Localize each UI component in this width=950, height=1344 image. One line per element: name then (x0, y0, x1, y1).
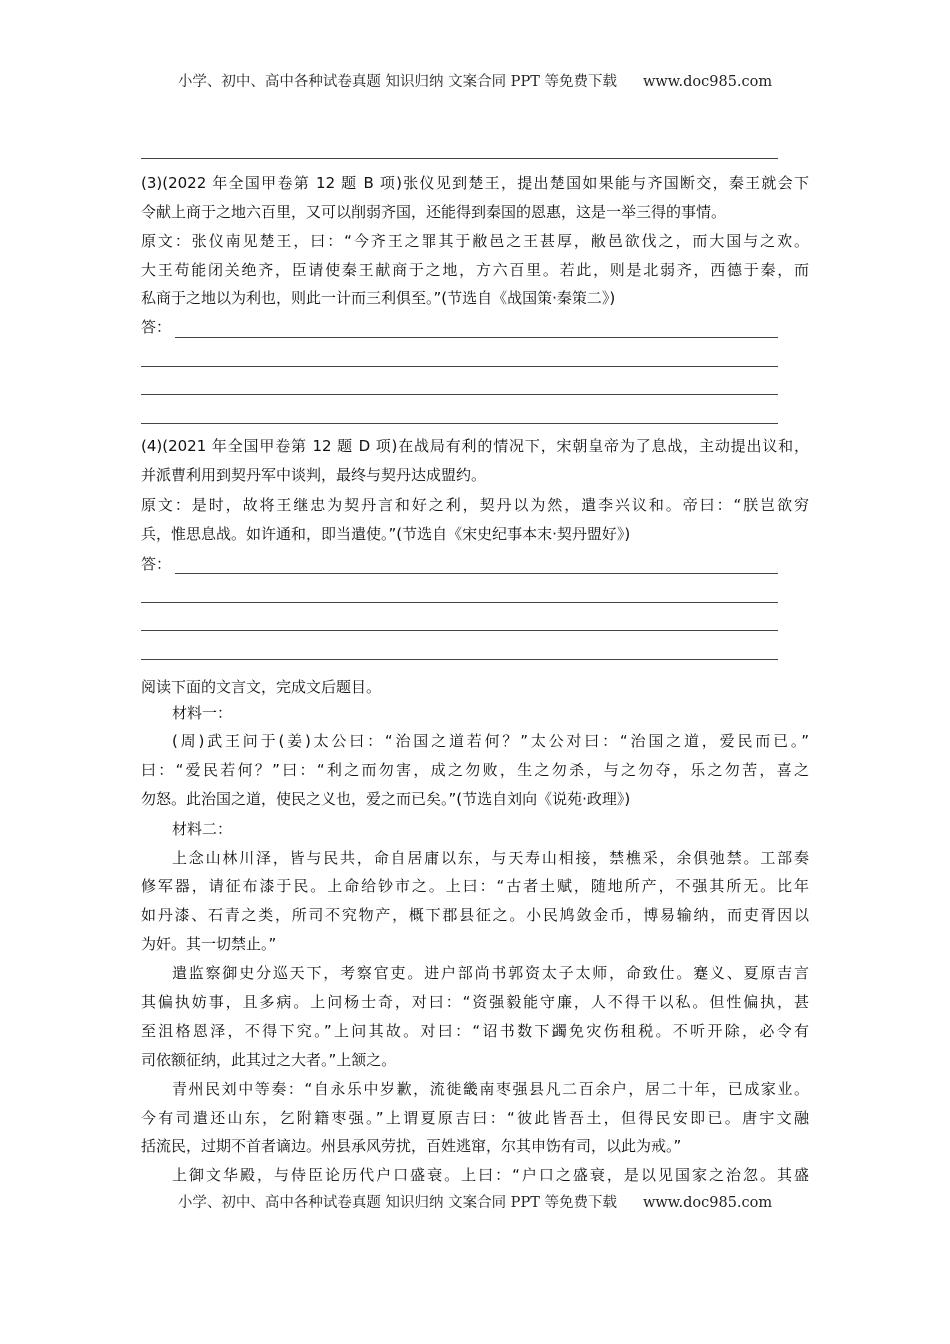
text-line: 并派曹利用到契丹军中谈判，最终与契丹达成盟约。 (141, 466, 487, 484)
answer-line (141, 630, 778, 631)
answer-line (175, 573, 778, 574)
text-line: (4)(2021 年全国甲卷第 12 题 D 项)在战局有利的情况下，宋朝皇帝为了息战，主动提出议和， (141, 437, 809, 455)
text-line: 如丹漆、石青之类，所司不究物产，概下郡县征之。小民鸠敛金币，博易输纳，而吏胥因以 (141, 906, 809, 924)
text-line: 材料二： (172, 820, 233, 838)
text-line: 勿怒。此治国之道，使民之义也，爱之而已矣。”(节选自刘向《说苑·政理》) (141, 790, 631, 808)
header-text: 小学、初中、高中各种试卷真题 知识归纳 文案合同 PPT 等免费下载 (177, 74, 617, 90)
text-line: 为奸。其一切禁止。” (141, 935, 277, 953)
answer-line (175, 337, 778, 338)
text-line: 材料一： (172, 704, 233, 722)
text-line: 其偏执妨事，且多病。上问杨士奇，对曰：“资强毅能守廉，人不得干以私。但性偏执，甚 (141, 993, 809, 1011)
answer-line (141, 659, 778, 660)
text-line: 私商于之地以为利也，则此一计而三利俱至。”(节选自《战国策·秦策二》) (141, 289, 616, 307)
text-line: 修军器，请征布漆于民。上命给钞市之。上曰：“古者土赋，随地所产，不强其所无。比年 (141, 877, 809, 895)
answer-line (141, 602, 778, 603)
answer-line (141, 366, 778, 367)
text-line: 至沮格恩泽，不得下究。”上问其故。对曰：“诏书数下蠲免灾伤租税。不听开除，必令有 (141, 1022, 809, 1040)
answer-line (141, 158, 778, 159)
page-header (0, 70, 950, 91)
text-line: 遣监察御史分巡天下，考察官吏。进户部尚书郭资太子太师，命致仕。蹇义、夏原吉言 (172, 964, 809, 982)
footer-url: www.doc985.com (642, 1195, 773, 1211)
answer-label: 答： (141, 555, 172, 573)
answer-line (141, 423, 778, 424)
footer-text: 小学、初中、高中各种试卷真题 知识归纳 文案合同 PPT 等免费下载 (177, 1195, 617, 1211)
text-line: 大王苟能闭关绝齐，臣请使秦王献商于之地，方六百里。若此，则是北弱齐，西德于秦，而 (141, 261, 809, 279)
text-line: 原文：张仪南见楚王，曰：“今齐王之罪其于敝邑之王甚厚，敝邑欲伐之，而大国与之欢。 (141, 232, 809, 250)
text-line: 兵，惟思息战。如许通和，即当遣使。”(节选自《宋史纪事本末·契丹盟好》) (141, 525, 631, 543)
text-line: 司依额征纳，此其过之大者。”上颔之。 (141, 1051, 397, 1069)
text-line: (3)(2022 年全国甲卷第 12 题 B 项)张仪见到楚王，提出楚国如果能与齐国断交，秦王就会下 (141, 174, 809, 192)
text-line: 令献上商于之地六百里，又可以削弱齐国，还能得到秦国的恩惠，这是一举三得的事情。 (141, 203, 727, 221)
page-footer (0, 1191, 950, 1212)
text-line: (周)武王问于(姜)太公曰：“治国之道若何？”太公对曰：“治国之道，爱民而已。” (172, 732, 809, 750)
text-line: 括流民，过期不首者谪边。州县承风劳扰，百姓逃窜，尔其申饬有司，以此为戒。” (141, 1137, 682, 1155)
answer-label: 答： (141, 318, 172, 336)
text-line: 曰：“爱民若何？”曰：“利之而勿害，成之勿败，生之勿杀，与之勿夺，乐之勿苦，喜之 (141, 761, 809, 779)
text-line: 阅读下面的文言文，完成文后题目。 (141, 678, 382, 696)
text-line: 今有司遣还山东，乞附籍枣强。”上谓夏原吉曰：“彼此皆吾土，但得民安即已。唐宇文融 (141, 1109, 809, 1127)
text-line: 青州民刘中等奏：“自永乐中岁歉，流徙畿南枣强县凡二百余户，居二十年，已成家业。 (172, 1080, 809, 1098)
text-line: 上御文华殿，与侍臣论历代户口盛衰。上曰：“户口之盛衰，是以见国家之治忽。其盛 (172, 1166, 809, 1184)
answer-line (141, 394, 778, 395)
text-line: 原文：是时，故将王继忠为契丹言和好之利，契丹以为然，遣李兴议和。帝曰：“朕岂欲穷 (141, 496, 809, 514)
text-line: 上念山林川泽，皆与民共，命自居庸以东，与天寿山相接，禁樵采，余俱弛禁。工部奏 (172, 849, 809, 867)
header-url: www.doc985.com (642, 74, 773, 90)
